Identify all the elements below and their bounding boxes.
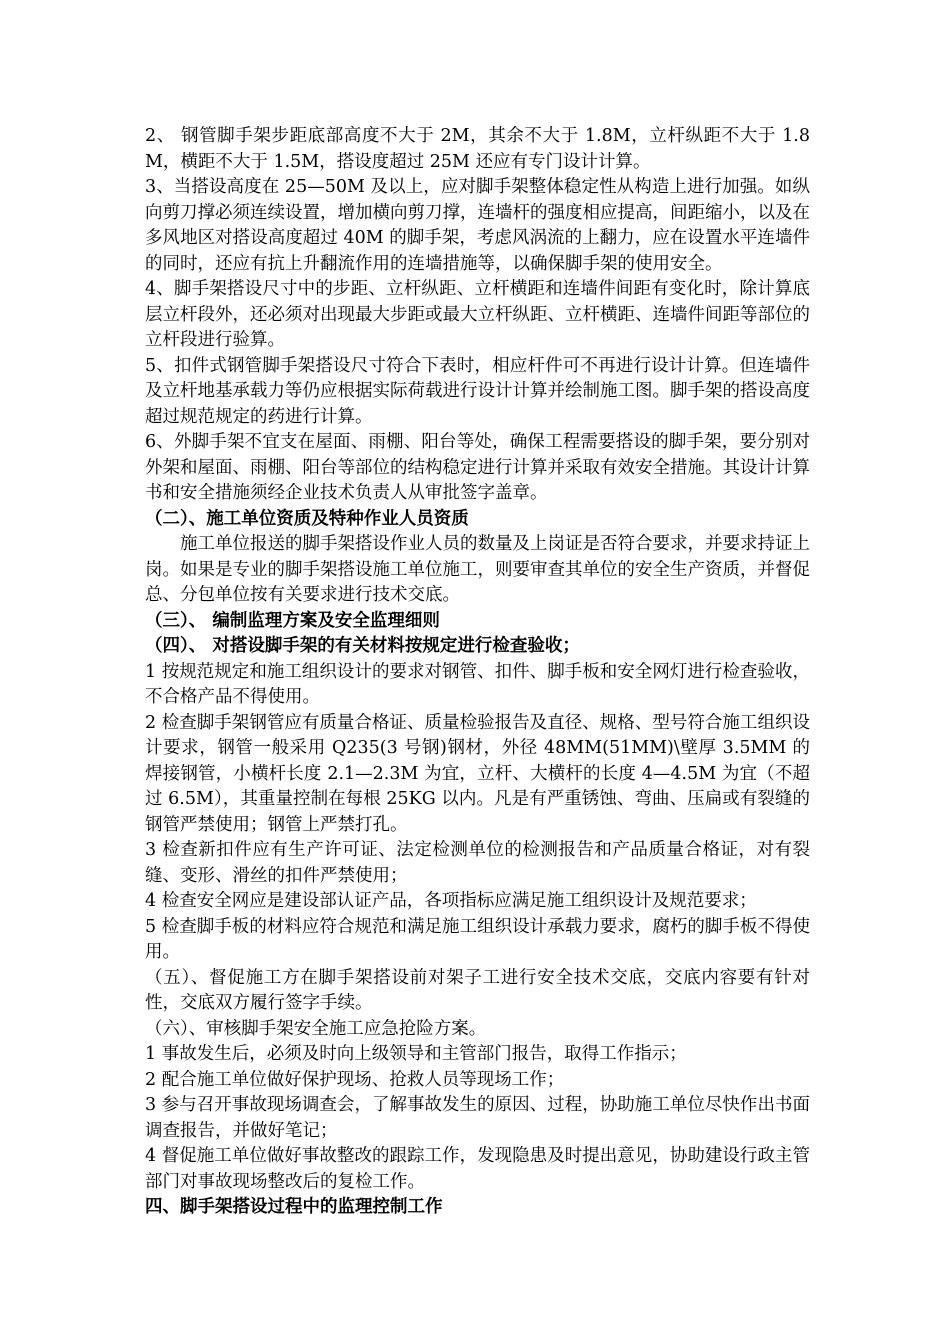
inspection-item-5: 5 检查脚手板的材料应符合规范和满足施工组织设计承载力要求，腐朽的脚手板不得使用。 [145, 916, 810, 962]
inspection-item-1: 1 按规范规定和施工组织设计的要求对钢管、扣件、脚手板和安全网灯进行检查验收，不合格产品不得使用。 [145, 661, 810, 707]
section-heading-3: （三）、 编制监理方案及安全监理细则 [145, 610, 440, 631]
emergency-item-3: 3 参与召开事故现场调查会，了解事故发生的原因、过程，协助施工单位尽快作出书面调查报告，并做好笔记； [145, 1095, 810, 1141]
paragraph-item-3: 3、当搭设高度在 25—50M 及以上，应对脚手架整体稳定性从构造上进行加强。如纵向剪刀撑必须连续设置，增加横向剪刀撑，连墙杆的强度相应提高，间距缩小，以及在多风地区对搭设高度超过 40M 的脚手架，考虑风涡流的上翻力，应在设置水平连墙件的同时，还应有抗上升翻流作用的连墙措施等，以确保脚手架的使用安全。 [145, 177, 810, 274]
paragraph-item-5: 5、扣件式钢管脚手架搭设尺寸符合下表时，相应杆件可不再进行设计计算。但连墙件及立杆地基承载力等仍应根据实际荷载进行设计计算并绘制施工图。脚手架的搭设高度超过规范规定的药进行计算。 [145, 355, 810, 427]
inspection-item-3: 3 检查新扣件应有生产许可证、法定检测单位的检测报告和产品质量合格证，对有裂缝、变形、滑丝的扣件严禁使用； [145, 840, 810, 886]
paragraph-item-2: 2、 钢管脚手架步距底部高度不大于 2M，其余不大于 1.8M，立杆纵距不大于 1.8M，横距不大于 1.5M，搭设度超过 25M 还应有专门设计计算。 [145, 126, 810, 172]
paragraph-item-6: 6、外脚手架不宜支在屋面、雨棚、阳台等处，确保工程需要搭设的脚手架，要分别对外架和屋面、雨棚、阳台等部位的结构稳定进行计算并采取有效安全措施。其设计计算书和安全措施须经企业技术负责人从审批签字盖章。 [145, 432, 810, 503]
inspection-item-4: 4 检查安全网应是建设部认证产品，各项指标应满足施工组织设计及规范要求； [145, 891, 757, 911]
section-item-6: （六）、审核脚手架安全施工应急抢险方案。 [145, 1018, 487, 1039]
section-heading-2: （二）、施工单位资质及特种作业人员资质 [145, 508, 469, 529]
section-heading-4: （四）、 对搭设脚手架的有关材料按规定进行检查验收； [145, 636, 580, 656]
qualification-paragraph: 施工单位报送的脚手架搭设作业人员的数量及上岗证是否符合要求，并要求持证上岗。如果是专业的脚手架搭设施工单位施工，则要审查其单位的安全生产资质，并督促总、分包单位按有关要求进行技术交底。 [145, 534, 810, 605]
inspection-item-2: 2 检查脚手架钢管应有质量合格证、质量检验报告及直径、规格、型号符合施工组织设计要求，钢管一般采用 Q235(3 号钢)钢材，外径 48MM(51MM)\壁厚 3.5MM 的焊接钢管，小横杆长度 2.1—2.3M 为宜，立杆、大横杆的长度 4—4.5M 为宜（不超过 6.5M），其重量控制在每根 25KG 以内。凡是有严重锈蚀、弯曲、压扁或有裂缝的钢管严禁使用；钢管上严禁打孔。 [145, 712, 810, 835]
section-item-5: （五）、督促施工方在脚手架搭设前对架子工进行安全技术交底，交底内容要有针对性，交底双方履行签字手续。 [145, 967, 810, 1013]
emergency-item-1: 1 事故发生后，必须及时向上级领导和主管部门报告，取得工作指示； [145, 1044, 687, 1064]
emergency-item-4: 4 督促施工单位做好事故整改的跟踪工作，发现隐患及时提出意见，协助建设行政主管部门对事故现场整改后的复检工作。 [145, 1146, 810, 1192]
chapter-heading-4: 四、脚手架搭设过程中的监理控制工作 [145, 1197, 443, 1217]
paragraph-item-4: 4、脚手架搭设尺寸中的步距、立杆纵距、立杆横距和连墙件间距有变化时，除计算底层立杆段外，还必须对出现最大步距或最大立杆纵距、立杆横距、连墙件间距等部位的立杆段进行验算。 [145, 279, 810, 350]
emergency-item-2: 2 配合施工单位做好保护现场、抢救人员等现场工作； [145, 1069, 565, 1090]
